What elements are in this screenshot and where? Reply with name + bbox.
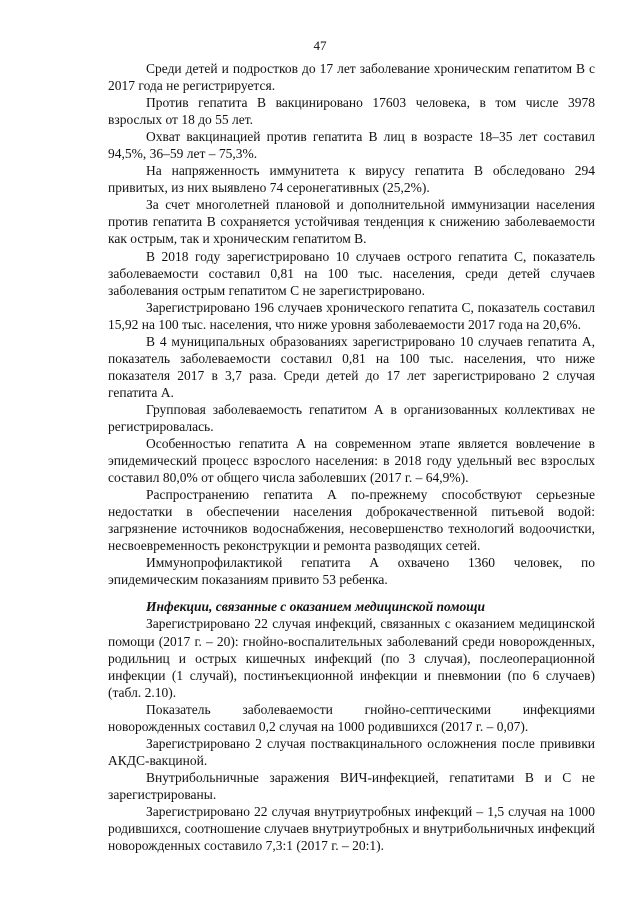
paragraph: Распространению гепатита А по-прежнему способствуют серьезные недостатки в обеспечении населения доброкачественной питьевой водой: загрязнение источников водоснабжения, несовершенство технологий водоочистки, несвоевременность реконструкции и ремонта разводящих сетей. [108,487,595,554]
paragraph: Особенностью гепатита А на современном этапе является вовлечение в эпидемический процесс взрослого населения: в 2018 году удельный вес взрослых составил 80,0% от общего числа заболевших (2017 г. – 64,9%). [108,436,595,486]
paragraph: Показатель заболеваемости гнойно-септическими инфекциями новорожденных составил 0,2 случая на 1000 родившихся (2017 г. – 0,07). [108,701,595,734]
page-number: 47 [313,38,327,53]
paragraph: Зарегистрировано 2 случая поствакцинального осложнения после прививки АКДС-вакциной. [108,735,595,768]
paragraph: Среди детей и подростков до 17 лет заболевание хроническим гепатитом В с 2017 года не регистрируется. [108,61,595,94]
paragraph: Групповая заболеваемость гепатитом А в организованных коллективах не регистрировалась. [108,401,595,434]
paragraph: В 2018 году зарегистрировано 10 случаев острого гепатита С, показатель заболеваемости составил 0,81 на 100 тыс. населения, среди детей случаев заболевания острым гепатитом С не зарегистрировано. [108,248,595,298]
section-heading: Инфекции, связанные с оказанием медицинской помощи [146,599,486,615]
document-body [108,60,595,854]
paragraph: За счет многолетней плановой и дополнительной иммунизации населения против гепатита В сохраняется устойчивая тенденция к снижению заболеваемости как острым, так и хроническим гепатитом В. [108,197,595,247]
paragraph: Против гепатита В вакцинировано 17603 человека, в том числе 3978 взрослых от 18 до 55 лет. [108,95,595,128]
paragraph: На напряженность иммунитета к вирусу гепатита В обследовано 294 привитых, из них выявлено 74 серонегативных (25,2%). [108,163,595,196]
paragraph: Зарегистрировано 22 случая внутриутробных инфекций – 1,5 случая на 1000 родившихся, соотношение случаев внутриутробных и внутрибольничных инфекций новорожденных составило 7,3:1 (2017 г. – 20:1). [108,803,595,854]
paragraph: Охват вакцинацией против гепатита В лиц в возрасте 18–35 лет составил 94,5%, 36–59 лет – 75,3%. [108,129,595,162]
paragraph: Зарегистрировано 196 случаев хронического гепатита С, показатель составил 15,92 на 100 тыс. населения, что ниже уровня заболеваемости 2017 года на 20,6%. [108,299,595,332]
paragraph: В 4 муниципальных образованиях зарегистрировано 10 случаев гепатита А, показатель заболеваемости составил 0,81 на 100 тыс. населения, что ниже показателя 2017 в 3,7 раза. Среди детей до 17 лет зарегистрировано 2 случая гепатита А. [108,333,595,400]
paragraph: Зарегистрировано 22 случая инфекций, связанных с оказанием медицинской помощи (2017 г. – 20): гнойно-воспалительных заболеваний среди новорожденных, родильниц и острых кишечных инфекций (по 3 случая), послеоперационной инфекции (1 случай), постинъекционной инфекции и пневмонии (по 6 случаев) (табл. 2.10). [108,616,595,700]
paragraph: Иммунопрофилактикой гепатита А охвачено 1360 человек, по эпидемическим показаниям привито 53 ребенка. [108,555,595,588]
paragraph: Внутрибольничные заражения ВИЧ-инфекцией, гепатитами В и С не зарегистрированы. [108,769,595,802]
